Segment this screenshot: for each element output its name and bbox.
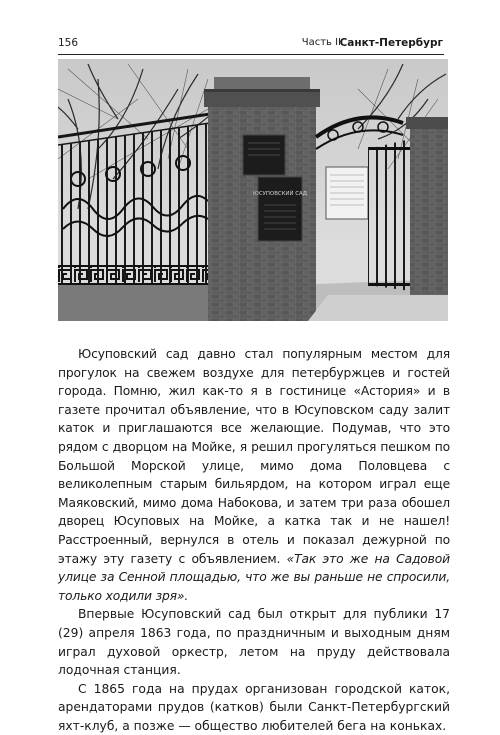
paragraph-2: Впервые Юсуповский сад был открыт для публики 17 (29) апреля 1863 года, по праздничным и выходным дням играл духовой оркестр, летом на пруду действовала лодочная станция. bbox=[58, 607, 450, 678]
photo-illustration bbox=[58, 59, 448, 321]
paragraph-1 bbox=[58, 345, 450, 605]
paragraph-3: С 1865 года на прудах организован городской каток, арендаторами прудов (катков) были Санкт-Петербургский яхт-клуб, а позже — общество любителей бега на коньках. bbox=[58, 681, 450, 733]
running-head bbox=[58, 35, 443, 51]
paragraph-1-quote: «Так это же на Садовой улице за Сенной площадью, что же вы раньше не спросили, только ходили зря». bbox=[58, 551, 450, 603]
header-rule bbox=[58, 54, 444, 55]
article-body bbox=[58, 345, 450, 735]
main-plaque bbox=[258, 177, 302, 241]
part-label: Часть II bbox=[301, 37, 341, 48]
chapter-title: Санкт-Петербург bbox=[339, 37, 443, 49]
plaque-title: ЮСУПОВСКИЙ САД bbox=[253, 191, 307, 197]
garden-gate-photo bbox=[58, 59, 448, 321]
paragraph-1-text: Юсуповский сад давно стал популярным местом для прогулок на свежем воздухе для петербуржцев и гостей города. Помню, жил как-то я в гостинице «Астория» и в газете прочитал объявление, что в Юсуповском саду залит каток и приглашаются все желающие. Подумав, что это рядом с дворцом на Мойке, я решил прогуляться пешком по Большой Морской улице, мимо дома Половцева с великолепным старым бильярдом, на котором играл еще Маяковский, мимо дома Набокова, и затем три раза обошел дворец Юсуповых на Мойке, а катка так и не нашел! Расстроенный, вернулся в отель и показал дежурной по этажу эту газету с объявлением. bbox=[58, 347, 450, 566]
page-number: 156 bbox=[58, 37, 79, 49]
